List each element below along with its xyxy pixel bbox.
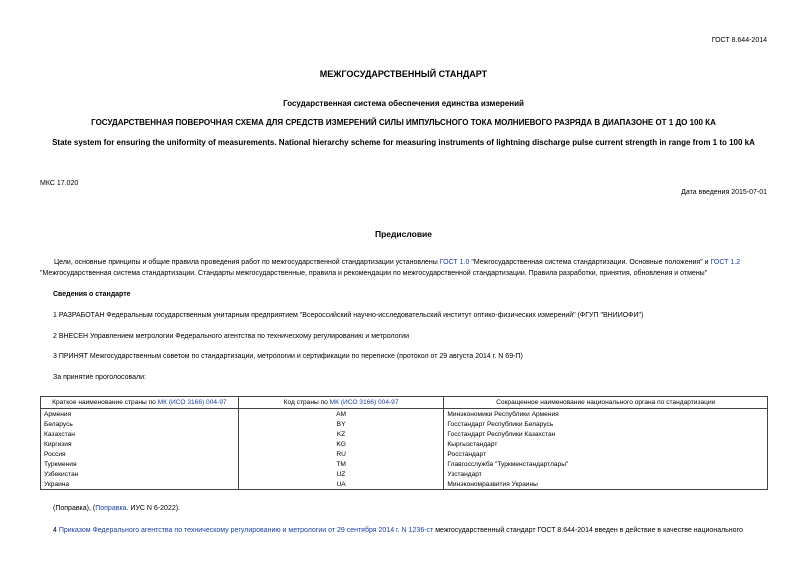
amendment-link[interactable]: Поправка: [95, 505, 127, 512]
column-header-country: Краткое наименование страны по МК (ИСО 3166) 004-97: [41, 397, 239, 409]
intro-paragraph: [40, 258, 767, 279]
voted-label: За принятие проголосовали:: [53, 374, 146, 381]
mk-iso-link[interactable]: МК (ИСО 3166) 004-97: [157, 399, 227, 406]
country-cell: Украина: [41, 479, 239, 490]
code-cell: UZ: [238, 469, 444, 479]
standard-type-heading: МЕЖГОСУДАРСТВЕННЫЙ СТАНДАРТ: [319, 69, 488, 79]
body-cell: Госстандарт Республики Беларусь: [444, 419, 768, 429]
body-cell: Узстандарт: [444, 469, 768, 479]
body-cell: Кыргызстандарт: [444, 439, 768, 449]
table-row: [41, 419, 768, 429]
country-cell: Армения: [41, 409, 239, 420]
system-title: Государственная система обеспечения единства измерений: [283, 99, 524, 108]
mk-iso-link[interactable]: МК (ИСО 3166) 004-97: [329, 399, 399, 406]
table-row: [41, 469, 768, 479]
item-enacted: 4 Приказом Федерального агентства по техническому регулированию и метрологии от 29 сентября 2014 г. N 1236-ст межгосударственный стандарт ГОСТ 8.644-2014 введен в действие в качестве национального: [53, 527, 743, 534]
body-cell: Росстандарт: [444, 449, 768, 459]
document-code: ГОСТ 8.644-2014: [711, 37, 767, 44]
document-title-en: State system for ensuring the uniformity of measurements. National hierarchy scheme for measuring instruments of lightning discharge pulse current strength in range from 1 to 100 kA: [52, 138, 755, 147]
body-cell: Минэкономразвития Украины: [444, 479, 768, 490]
mks-code: МКС 17.020: [40, 180, 79, 187]
table-row: [41, 449, 768, 459]
column-header-code: Код страны по МК (ИСО 3166) 004-97: [238, 397, 444, 409]
code-cell: KZ: [238, 429, 444, 439]
gost-1-0-link[interactable]: ГОСТ 1.0: [439, 259, 470, 266]
document-title-ru: ГОСУДАРСТВЕННАЯ ПОВЕРОЧНАЯ СХЕМА ДЛЯ СРЕДСТВ ИЗМЕРЕНИЙ СИЛЫ ИМПУЛЬСНОГО ТОКА МОЛНИЕВОГО РАЗРЯДА В ДИАПАЗОНЕ ОТ 1 ДО 100 КА: [91, 118, 716, 127]
code-cell: AM: [238, 409, 444, 420]
table-row: [41, 429, 768, 439]
code-cell: RU: [238, 449, 444, 459]
intro-text-after: "Межгосударственная система стандартизации. Стандарты межгосударственные, правила и рекомендации по межгосударственной стандартизации. Правила разработки, принятия, обновления и отмены": [40, 269, 708, 277]
country-cell: Беларусь: [41, 419, 239, 429]
table-row: [41, 459, 768, 469]
country-cell: Россия: [41, 449, 239, 459]
table-header-row: [41, 397, 768, 409]
amendment-note: (Поправка), (Поправка. ИУС N 6-2022).: [53, 505, 181, 512]
body-cell: Минэкономики Республики Армения: [444, 409, 768, 420]
body-cell: Госстандарт Республики Казахстан: [444, 429, 768, 439]
column-header-body: Сокращенное наименование национального органа по стандартизации: [444, 397, 768, 409]
country-cell: Казахстан: [41, 429, 239, 439]
table-row: [41, 439, 768, 449]
item-developed: 1 РАЗРАБОТАН Федеральным государственным унитарным предприятием "Всероссийский научно-исследовательский институт оптико-физических измерений" (ФГУП "ВНИИОФИ"): [53, 312, 644, 319]
country-cell: Киргизия: [41, 439, 239, 449]
item-adopted: 3 ПРИНЯТ Межгосударственным советом по стандартизации, метрологии и сертификации по переписке (протокол от 29 августа 2014 г. N 69-П): [53, 353, 523, 360]
intro-text-middle: "Межгосударственная система стандартизации. Основные положения" и: [469, 259, 711, 266]
code-cell: UA: [238, 479, 444, 490]
country-cell: Узбекистан: [41, 469, 239, 479]
code-cell: KG: [238, 439, 444, 449]
preface-heading: Предисловие: [374, 229, 433, 239]
country-cell: Туркмения: [41, 459, 239, 469]
order-link[interactable]: Приказом Федерального агентства по техническому регулированию и метрологии от 29 сентября 2014 г. N 1236-ст: [58, 527, 434, 534]
code-cell: BY: [238, 419, 444, 429]
introduction-date: Дата введения 2015-07-01: [681, 189, 767, 196]
table-row: [41, 479, 768, 490]
intro-text-before: Цели, основные принципы и общие правила проведения работ по межгосударственной стандартизации установлены: [54, 259, 440, 266]
body-cell: Главгосслужба "Туркменстандартлары": [444, 459, 768, 469]
table-row: [41, 409, 768, 420]
gost-1-2-link[interactable]: ГОСТ 1.2: [710, 259, 741, 266]
item-submitted: 2 ВНЕСЕН Управлением метрологии Федерального агентства по техническому регулированию и метрологии: [53, 333, 409, 340]
code-cell: TM: [238, 459, 444, 469]
standard-info-heading: Сведения о стандарте: [53, 291, 131, 298]
voting-countries-table: [40, 396, 768, 490]
